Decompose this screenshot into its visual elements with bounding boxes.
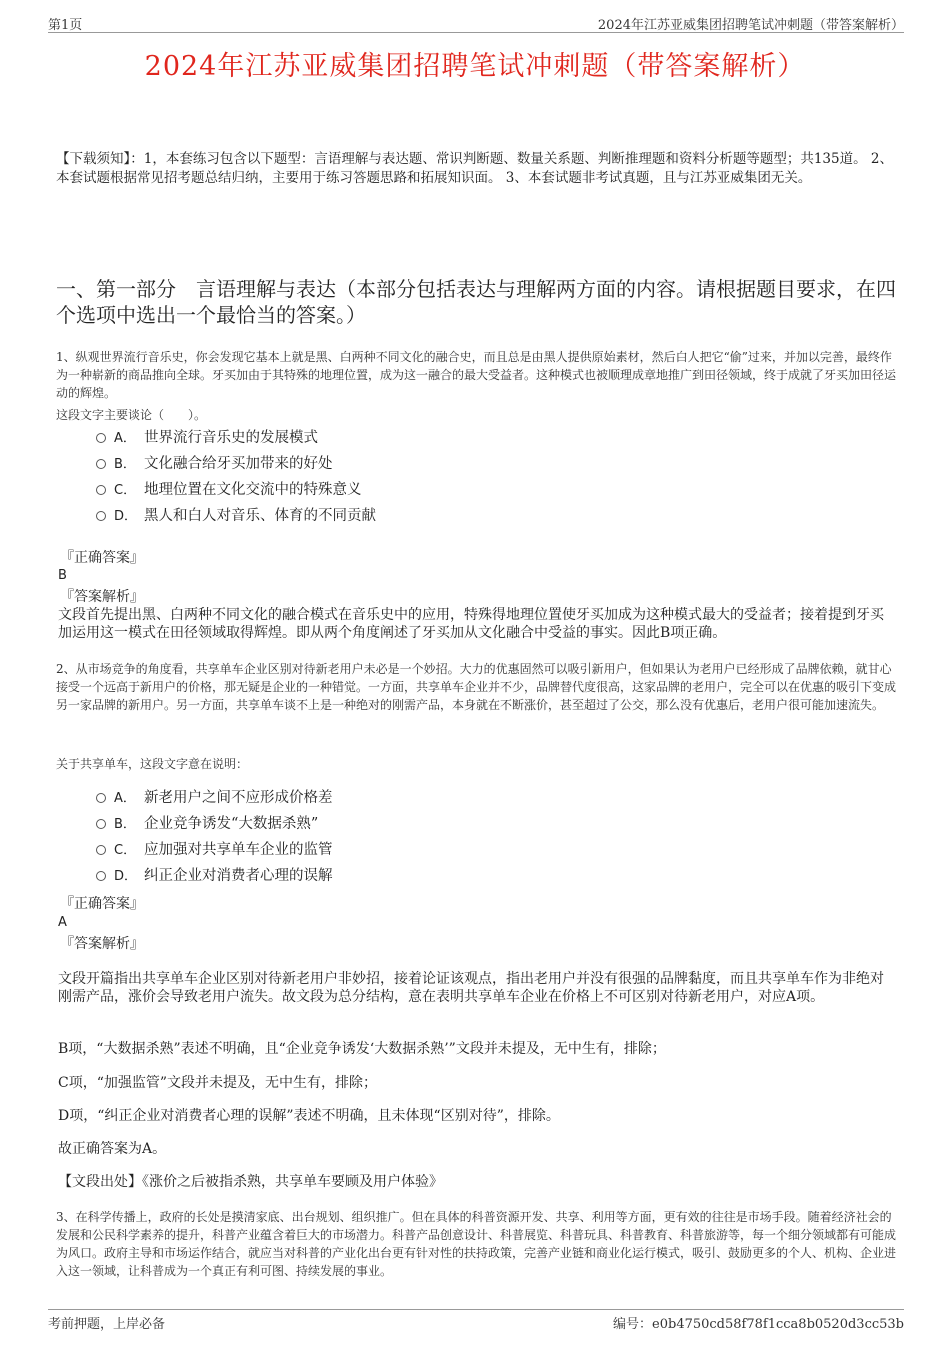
q2-source: 【文段出处】《涨价之后被指杀熟，共享单车要顾及用户体验》 [58,1174,443,1190]
q1-analysis: 文段首先提出黑、白两种不同文化的融合模式在音乐史中的应用，特殊得地理位置使牙买加成为这种模式最大的受益者；接着提到牙买加运用这一模式在田径领域取得辉煌。即从两个角度阐述了牙买加从文化融合中受益的事实。因此B项正确。 [58,607,884,641]
q2-analysis: 文段开篇指出共享单车企业区别对待新老用户非妙招，接着论证该观点，指出老用户并没有很强的品牌黏度，而且共享单车作为非绝对刚需产品，涨价会导致老用户流失。故文段为总分结构，意在表明共享单车企业在价格上不可区别对待新老用户，对应A项。 [58,971,884,1005]
header-page-number: 第1页 [48,18,83,33]
radio-icon[interactable] [96,511,106,521]
q3-text: 3、在科学传播上，政府的长处是摸清家底、出台规划、组织推广。但在具体的科普资源开发、共享、利用等方面，更有效的往往是市场手段。随着经济社会的发展和公民科学素养的提升，科普产业蕴含着巨大的市场潜力。科普产品创意设计、科普展览、科普玩具、科普教育、科普旅游等，每一个细分领域都有可能成为风口。政府主导和市场运作结合，就应当对科普的产业化出台更有针对性的扶持政策，完善产业链和商业化运行模式，吸引、鼓励更多的个人、机构、企业进入这一领域，让科普成为一个真正有利可图、持续发展的事业。 [56,1210,897,1278]
q2-option-b[interactable]: B． 企业竞争诱发“大数据杀熟” [96,812,318,836]
footer-slogan: 考前押题，上岸必备 [48,1317,166,1332]
q1-prompt: 这段文字主要谈论（ ）。 [56,408,207,422]
section-title: 一、第一部分 言语理解与表达（本部分包括表达与理解两方面的内容。请根据题目要求，在四个选项中选出一个最恰当的答案。） [56,277,896,327]
q2-option-c[interactable]: C． 应加强对共享单车企业的监管 [96,838,333,862]
radio-icon[interactable] [96,793,106,803]
radio-icon[interactable] [96,845,106,855]
q1-option-a[interactable]: A． 世界流行音乐史的发展模式 [96,426,318,450]
q2-option-a[interactable]: A． 新老用户之间不应形成价格差 [96,786,333,810]
radio-icon[interactable] [96,819,106,829]
q2-answer: A [58,915,67,930]
footer-serial-number: 编号：e0b4750cd58f78f1cca8b0520d3cc53b [613,1317,904,1332]
q2-prompt: 关于共享单车，这段文字意在说明： [56,757,249,771]
q1-option-b[interactable]: B． 文化融合给牙买加带来的好处 [96,452,333,476]
radio-icon[interactable] [96,485,106,495]
header-doc-title: 2024年江苏亚威集团招聘笔试冲刺题（带答案解析） [597,18,904,33]
q2-analysis-label: 『答案解析』 [60,936,144,952]
q1-analysis-label: 『答案解析』 [60,589,144,605]
page-title: 2024年江苏亚威集团招聘笔试冲刺题（带答案解析） [144,51,806,82]
radio-icon[interactable] [96,871,106,881]
download-notice: 【下载须知】：1，本套练习包含以下题型：言语理解与表达题、常识判断题、数量关系题、判断推理题和资料分析题等题型；共135道。 2、本套试题根据常见招考题总结归纳，主要用于练习答题思路和拓展知识面。 3、本套试题非考试真题，且与江苏亚威集团无关。 [56,151,893,186]
q2-analysis-b: B项，“大数据杀熟”表述不明确，且“企业竞争诱发‘大数据杀熟’”文段并未提及，无中生有，排除； [58,1041,666,1057]
header-divider [48,32,904,33]
q2-option-d[interactable]: D． 纠正企业对消费者心理的误解 [96,864,333,888]
radio-icon[interactable] [96,459,106,469]
q1-text: 1、纵观世界流行音乐史，你会发现它基本上就是黑、白两种不同文化的融合史，而且总是由黑人提供原始素材，然后白人把它“偷”过来，并加以完善，最终作为一种崭新的商品推向全球。牙买加由于其特殊的地理位置，成为这一融合的最大受益者。这种模式也被顺理成章地推广到田径领域，终于成就了牙买加田径运动的辉煌。 [56,350,897,400]
radio-icon[interactable] [96,433,106,443]
q1-option-d[interactable]: D． 黑人和白人对音乐、体育的不同贡献 [96,504,376,528]
q2-analysis-c: C项，“加强监管”文段并未提及，无中生有，排除； [58,1075,378,1091]
q2-text: 2、从市场竞争的角度看，共享单车企业区别对待新老用户未必是一个妙招。大力的优惠固然可以吸引新用户，但如果认为老用户已经形成了品牌依赖，就甘心接受一个远高于新用户的价格，那无疑是企业的一种错觉。一方面，共享单车企业并不少，品牌替代度很高，这家品牌的老用户，完全可以在优惠的吸引下变成另一家品牌的新用户。另一方面，共享单车谈不上是一种绝对的刚需产品，本身就在不断涨价，甚至超过了公交，那么没有优惠后，老用户很可能加速流失。 [56,662,897,712]
q1-answer: B [58,568,67,583]
q2-analysis-d: D项，“纠正企业对消费者心理的误解”表述不明确，且未体现“区别对待”，排除。 [58,1108,560,1124]
q1-option-c[interactable]: C． 地理位置在文化交流中的特殊意义 [96,478,362,502]
q1-answer-label: 『正确答案』 [60,550,144,566]
footer-divider [48,1309,904,1310]
q2-conclusion: 故正确答案为A。 [58,1141,167,1157]
q2-answer-label: 『正确答案』 [60,896,144,912]
